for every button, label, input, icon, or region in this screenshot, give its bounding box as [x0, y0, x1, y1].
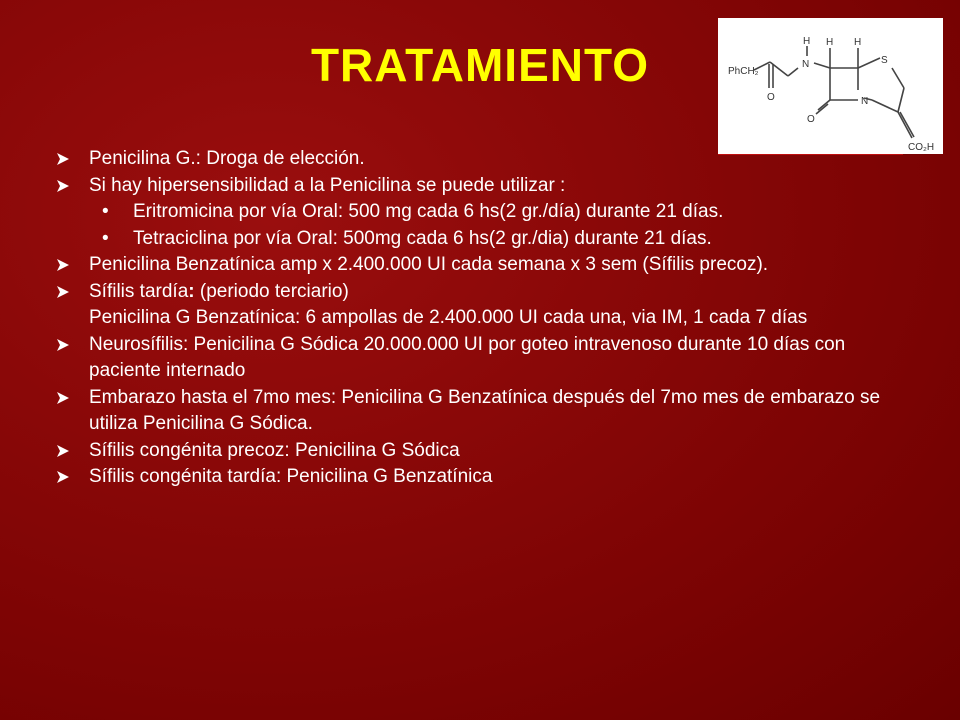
bullet-dot-icon: • [102, 227, 109, 249]
arrowhead-bullet-icon [54, 332, 76, 358]
list-item-text: Sífilis congénita tardía: Penicilina G Benzatínica [89, 466, 493, 487]
list-item-text: Sífilis congénita precoz: Penicilina G Sódica [89, 439, 460, 461]
list-item [54, 464, 894, 491]
list-item [54, 252, 894, 279]
arrowhead-bullet-icon [54, 173, 76, 199]
list-item [54, 332, 894, 385]
list-item-continuation: Penicilina G Benzatínica: 6 ampollas de 2.400.000 UI cada una, via IM, 1 cada 7 días [89, 307, 808, 328]
list-item-text: Penicilina G.: Droga de elección. [89, 148, 365, 169]
structure-label-n-ring: N [861, 96, 869, 107]
list-item-text: Neurosífilis: Penicilina G Sódica 20.000.000 UI por goteo intravenoso durante 10 días con paciente internado [89, 333, 846, 381]
list-item-text-start: Sífilis tardía [89, 280, 189, 302]
structure-label-o-lactam: O [807, 114, 815, 125]
list-item [54, 173, 894, 200]
penicillin-structure-diagram [718, 18, 943, 154]
arrowhead-bullet-icon [54, 146, 76, 172]
list-item-text: Penicilina Benzatínica amp x 2.400.000 UI cada semana x 3 sem (Sífilis precoz). [89, 254, 769, 275]
list-item [54, 146, 894, 173]
arrowhead-bullet-icon [54, 385, 76, 411]
penicillin-structure-image [718, 18, 943, 154]
structure-label-h-c5: H [854, 37, 862, 48]
arrowhead-bullet-icon [54, 464, 76, 490]
structure-label-h-amide: H [803, 36, 811, 47]
structure-label-o-amide: O [767, 92, 775, 103]
treatment-list [54, 146, 894, 491]
list-item-text: Embarazo hasta el 7mo mes: Penicilina G Benzatínica después del 7mo mes de embarazo se utiliza Penicilina G Sódica. [89, 386, 881, 434]
sub-list-item-text: Eritromicina por vía Oral: 500 mg cada 6 hs(2 gr./día) durante 21 días. [133, 201, 724, 222]
slide-title: TRATAMIENTO [310, 39, 650, 91]
list-item-text-end: (periodo terciario) [194, 280, 349, 302]
structure-label-phenyl: PhCH₂ [728, 66, 759, 77]
arrowhead-bullet-icon [54, 252, 76, 278]
structure-label-n-amide: N [802, 59, 810, 70]
arrowhead-bullet-icon [54, 279, 76, 305]
list-item [54, 385, 894, 438]
structure-label-carboxyl: CO₂H [908, 142, 935, 153]
sub-list-item [54, 199, 894, 226]
list-item [54, 279, 894, 332]
list-item-colon: : [188, 280, 195, 302]
sub-list-item [54, 226, 894, 253]
sub-list-item-text: Tetraciclina por vía Oral: 500mg cada 6 hs(2 gr./dia) durante 21 días. [133, 227, 712, 249]
list-item-text: Si hay hipersensibilidad a la Penicilina se puede utilizar : [89, 174, 566, 196]
list-item [54, 438, 894, 465]
bullet-dot-icon: • [102, 201, 109, 222]
arrowhead-bullet-icon [54, 438, 76, 464]
structure-label-s: S [881, 55, 888, 66]
structure-label-h-c6: H [826, 37, 834, 48]
